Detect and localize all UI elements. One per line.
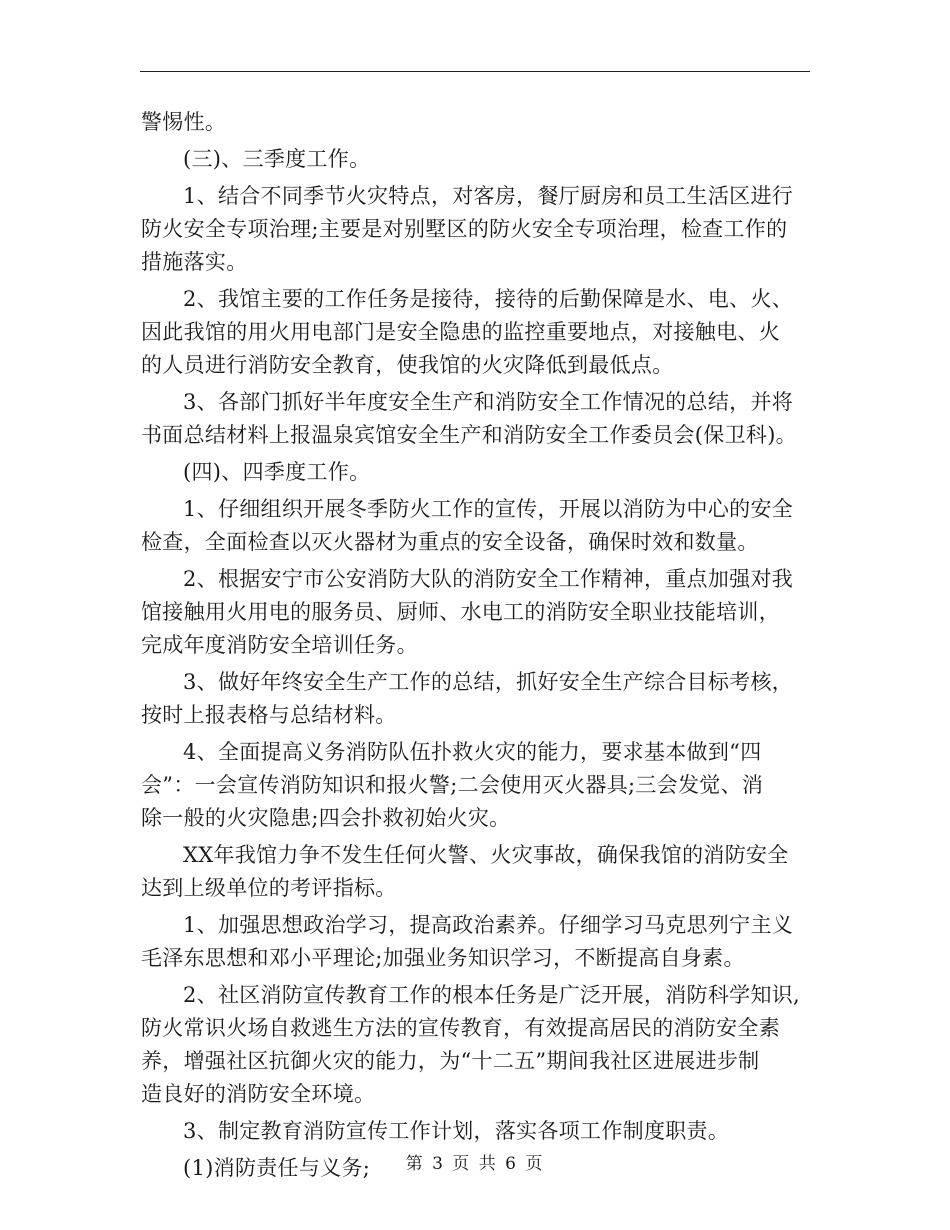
text-line: 馆接触用火用电的服务员、厨师、水电工的消防安全职业技能培训， bbox=[141, 600, 780, 624]
text-line: 3、做好年终安全生产工作的总结，抓好安全生产综合目标考核， bbox=[183, 670, 794, 694]
text-line: 警惕性。 bbox=[141, 110, 227, 134]
text-line: 造良好的消防安全环境。 bbox=[141, 1082, 376, 1106]
text-line: (1)消防责任与义务; bbox=[183, 1156, 371, 1180]
text-line: 2、社区消防宣传教育工作的根本任务是广泛开展，消防科学知识, bbox=[183, 983, 801, 1007]
text-line: (三)、三季度工作。 bbox=[183, 147, 371, 171]
text-line: 3、制定教育消防宣传工作计划，落实各项工作制度职责。 bbox=[183, 1119, 730, 1143]
text-line: 防火安全专项治理;主要是对别墅区的防火安全专项治理，检查工作的 bbox=[141, 217, 788, 241]
page-footer: 第 3 页 共 6 页 bbox=[405, 1154, 545, 1174]
text-line: 达到上级单位的考评指标。 bbox=[141, 876, 397, 900]
text-line: 毛泽东思想和邓小平理论;加强业务知识学习，不断提高自身素。 bbox=[141, 946, 745, 970]
text-line: 措施落实。 bbox=[141, 250, 248, 274]
header-rule bbox=[140, 71, 810, 72]
text-line: 1、仔细组织开展冬季防火工作的宣传，开展以消防为中心的安全 bbox=[183, 497, 794, 521]
text-line: (四)、四季度工作。 bbox=[183, 460, 371, 484]
document-body bbox=[141, 106, 821, 1185]
text-line: 会”：一会宣传消防知识和报火警;二会使用灭火器具;三会发觉、消 bbox=[141, 773, 764, 797]
text-line: 3、各部门抓好半年度安全生产和消防安全工作情况的总结，并将 bbox=[183, 390, 794, 414]
text-line: 防火常识火场自救逃生方法的宣传教育，有效提高居民的消防安全素 bbox=[141, 1016, 780, 1040]
text-line: 4、全面提高义务消防队伍扑救火灾的能力，要求基本做到“四 bbox=[183, 740, 762, 764]
text-line: 书面总结材料上报温泉宾馆安全生产和消防安全工作委员会(保卫科)。 bbox=[141, 423, 797, 447]
text-line: 2、根据安宁市公安消防大队的消防安全工作精神，重点加强对我 bbox=[183, 567, 794, 591]
text-line: 1、加强思想政治学习，提高政治素养。仔细学习马克思列宁主义 bbox=[183, 913, 794, 937]
text-line: 养，增强社区抗御火灾的能力，为“十二五”期间我社区进展进步制 bbox=[141, 1049, 760, 1073]
text-line: 按时上报表格与总结材料。 bbox=[141, 703, 397, 727]
text-line: 除一般的火灾隐患;四会扑救初始火灾。 bbox=[141, 806, 511, 830]
text-line: 2、我馆主要的工作任务是接待，接待的后勤保障是水、电、火、 bbox=[183, 287, 794, 311]
text-line: 的人员进行消防安全教育，使我馆的火灾降低到最低点。 bbox=[141, 353, 674, 377]
text-line: 1、结合不同季节火灾特点，对客房，餐厅厨房和员工生活区进行 bbox=[183, 184, 794, 208]
text-line: XX年我馆力争不发生任何火警、火灾事故，确保我馆的消防安全 bbox=[183, 843, 789, 867]
text-line: 检查，全面检查以灭火器材为重点的安全设备，确保时效和数量。 bbox=[141, 530, 759, 554]
text-line: 完成年度消防安全培训任务。 bbox=[141, 633, 418, 657]
text-line: 因此我馆的用火用电部门是安全隐患的监控重要地点，对接触电、火 bbox=[141, 320, 780, 344]
